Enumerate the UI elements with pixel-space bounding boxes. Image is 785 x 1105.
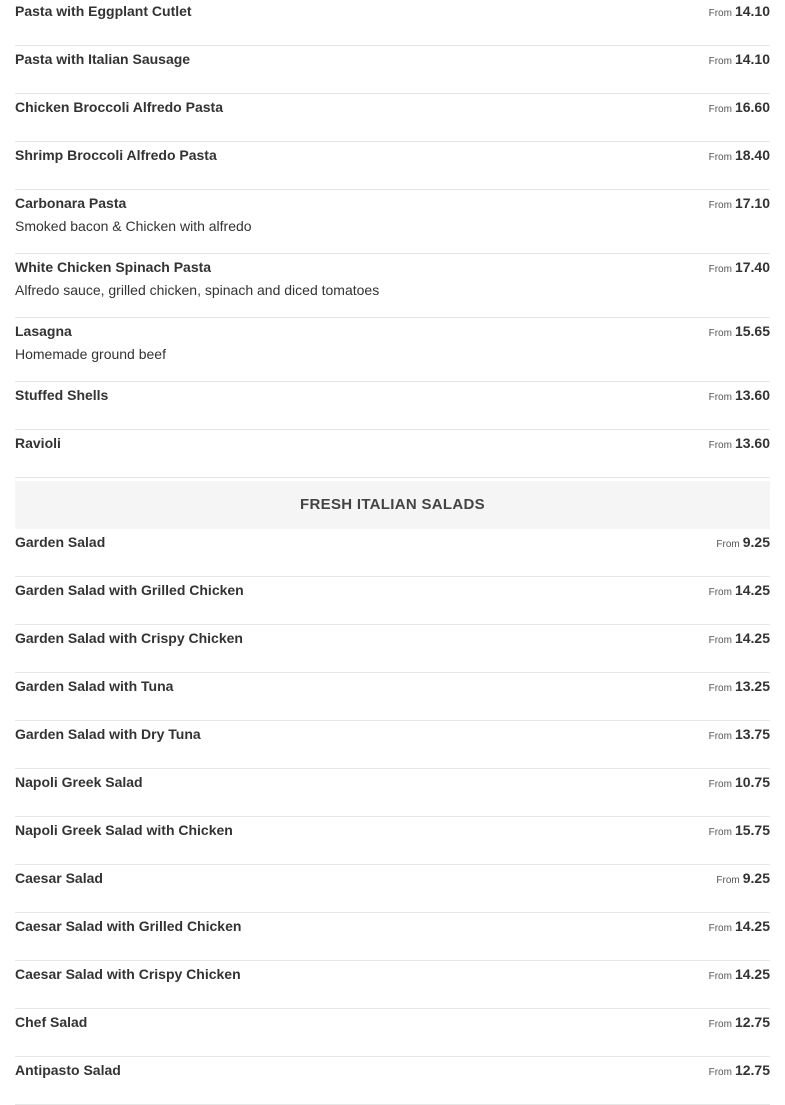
price-value: 14.10	[734, 3, 770, 19]
price-value: 12.75	[734, 1062, 770, 1078]
menu-item[interactable]	[15, 913, 770, 961]
menu-item[interactable]	[15, 0, 770, 46]
menu-item[interactable]	[15, 625, 770, 673]
price-from-label: From	[708, 328, 732, 339]
price-value: 17.10	[734, 195, 770, 211]
menu-item-price	[709, 51, 770, 70]
menu-item[interactable]	[15, 673, 770, 721]
menu-item-name: Napoli Greek Salad	[15, 774, 143, 790]
price-from-label: From	[716, 875, 740, 886]
price-from-label: From	[708, 635, 732, 646]
menu-item-price	[709, 195, 770, 214]
menu-item-price	[709, 966, 770, 985]
price-value: 14.25	[734, 582, 770, 598]
menu-item[interactable]	[15, 1009, 770, 1057]
menu-item-name: Caesar Salad with Crispy Chicken	[15, 966, 241, 982]
menu-item[interactable]	[15, 46, 770, 94]
menu-item-price	[709, 323, 770, 342]
menu-item[interactable]	[15, 769, 770, 817]
menu-item-name: Garden Salad with Crispy Chicken	[15, 630, 243, 646]
menu-item-name: Carbonara Pasta	[15, 195, 127, 211]
menu-item[interactable]	[15, 382, 770, 430]
menu-item-price	[709, 1062, 770, 1081]
price-from-label: From	[708, 731, 732, 742]
price-value: 10.75	[734, 774, 770, 790]
menu-item-name: Antipasto Salad	[15, 1062, 121, 1078]
price-from-label: From	[708, 56, 732, 67]
menu-item-name: White Chicken Spinach Pasta	[15, 259, 212, 275]
menu-item-name: Garden Salad with Tuna	[15, 678, 174, 694]
menu-item-name: Chef Salad	[15, 1014, 88, 1030]
price-from-label: From	[708, 779, 732, 790]
menu-item[interactable]	[15, 529, 770, 577]
price-from-label: From	[708, 152, 732, 163]
menu-item-price	[709, 582, 770, 601]
price-value: 16.60	[734, 99, 770, 115]
menu-item-price	[709, 774, 770, 793]
price-value: 13.60	[734, 435, 770, 451]
menu-item-price	[709, 259, 770, 278]
price-from-label: From	[708, 683, 732, 694]
menu-item[interactable]	[15, 865, 770, 913]
price-value: 13.25	[734, 678, 770, 694]
menu-item[interactable]	[15, 817, 770, 865]
menu-item-name: Garden Salad with Grilled Chicken	[15, 582, 244, 598]
price-from-label: From	[708, 440, 732, 451]
price-from-label: From	[708, 1067, 732, 1078]
price-value: 15.75	[734, 822, 770, 838]
menu-item-price	[709, 3, 770, 22]
menu-list	[15, 0, 770, 1105]
menu-item[interactable]	[15, 577, 770, 625]
price-value: 12.75	[734, 1014, 770, 1030]
menu-item[interactable]	[15, 190, 770, 254]
menu-item-price	[716, 870, 770, 889]
menu-item-price	[716, 534, 770, 553]
price-from-label: From	[708, 1019, 732, 1030]
menu-item-price	[709, 822, 770, 841]
menu-item-name: Napoli Greek Salad with Chicken	[15, 822, 233, 838]
price-value: 14.25	[734, 918, 770, 934]
price-from-label: From	[708, 200, 732, 211]
menu-item-name: Pasta with Italian Sausage	[15, 51, 191, 67]
menu-item-name: Caesar Salad	[15, 870, 103, 886]
menu-item-price	[709, 147, 770, 166]
price-value: 9.25	[742, 534, 770, 550]
menu-item[interactable]	[15, 430, 770, 478]
menu-item-description: Alfredo sauce, grilled chicken, spinach and diced tomatoes	[15, 282, 380, 298]
section-header-salads	[15, 481, 770, 529]
price-from-label: From	[708, 8, 732, 19]
menu-item-price	[709, 726, 770, 745]
price-from-label: From	[708, 971, 732, 982]
pasta-list	[15, 0, 770, 478]
menu-item-name: Garden Salad with Dry Tuna	[15, 726, 201, 742]
menu-item-price	[709, 678, 770, 697]
menu-item-price	[709, 1014, 770, 1033]
menu-item-name: Caesar Salad with Grilled Chicken	[15, 918, 242, 934]
menu-item-price	[709, 387, 770, 406]
price-value: 9.25	[742, 870, 770, 886]
menu-item[interactable]	[15, 254, 770, 318]
price-value: 17.40	[734, 259, 770, 275]
menu-item-price	[709, 630, 770, 649]
menu-item-price	[709, 435, 770, 454]
menu-item-description: Homemade ground beef	[15, 346, 166, 362]
menu-item-description: Smoked bacon & Chicken with alfredo	[15, 218, 252, 234]
price-value: 14.10	[734, 51, 770, 67]
price-from-label: From	[708, 104, 732, 115]
price-from-label: From	[708, 923, 732, 934]
price-value: 15.65	[734, 323, 770, 339]
menu-item[interactable]	[15, 1057, 770, 1105]
menu-item[interactable]	[15, 142, 770, 190]
menu-item-price	[709, 918, 770, 937]
menu-item[interactable]	[15, 721, 770, 769]
price-value: 13.75	[734, 726, 770, 742]
menu-item-price	[709, 99, 770, 118]
menu-item-name: Ravioli	[15, 435, 61, 451]
menu-item-name: Chicken Broccoli Alfredo Pasta	[15, 99, 223, 115]
menu-item[interactable]	[15, 94, 770, 142]
price-from-label: From	[708, 392, 732, 403]
menu-item-name: Shrimp Broccoli Alfredo Pasta	[15, 147, 217, 163]
section-title: FRESH ITALIAN SALADS	[300, 496, 485, 513]
price-from-label: From	[716, 539, 740, 550]
price-from-label: From	[708, 587, 732, 598]
menu-item-name: Lasagna	[15, 323, 72, 339]
price-from-label: From	[708, 827, 732, 838]
price-value: 13.60	[734, 387, 770, 403]
price-value: 14.25	[734, 966, 770, 982]
price-value: 18.40	[734, 147, 770, 163]
menu-item[interactable]	[15, 961, 770, 1009]
salads-list	[15, 529, 770, 1105]
menu-item-name: Pasta with Eggplant Cutlet	[15, 3, 192, 19]
menu-item[interactable]	[15, 318, 770, 382]
menu-item-name: Garden Salad	[15, 534, 106, 550]
price-from-label: From	[708, 264, 732, 275]
menu-item-name: Stuffed Shells	[15, 387, 109, 403]
price-value: 14.25	[734, 630, 770, 646]
